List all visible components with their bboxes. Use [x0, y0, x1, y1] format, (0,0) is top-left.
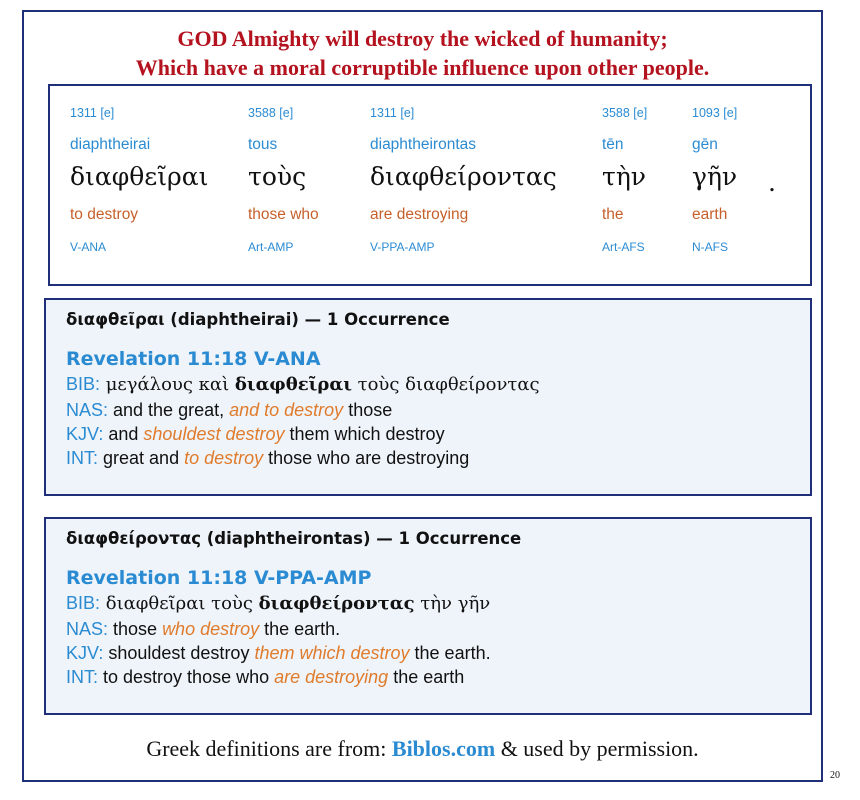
verse-reference-link[interactable]: Revelation 11:18 V-ANA — [66, 348, 321, 370]
nas-label: NAS: — [66, 619, 109, 639]
strongs-number[interactable]: 1311 [e] — [370, 106, 415, 120]
nas-text-after: those — [343, 400, 393, 420]
greek-word: γῆν — [692, 162, 738, 191]
strongs-number[interactable]: 1311 [e] — [70, 106, 115, 120]
kjv-text-after: them which destroy — [284, 424, 445, 444]
int-line — [66, 448, 469, 469]
attribution-footer — [24, 736, 821, 762]
greek-word: τὴν — [602, 162, 647, 191]
bib-text-after: τὴν γῆν — [414, 593, 491, 614]
morphology-code[interactable]: Art-AMP — [248, 240, 294, 254]
kjv-text-after: the earth. — [409, 643, 491, 663]
kjv-text-before: shouldest destroy — [103, 643, 255, 663]
transliteration: tous — [248, 136, 278, 153]
morphology-code[interactable]: N-AFS — [692, 240, 728, 254]
bib-text-before: μεγάλους καὶ — [100, 374, 235, 395]
occurrence-heading: διαφθείροντας (diaphtheirontas) — 1 Occurrence — [66, 529, 522, 548]
nas-text-before: and the great, — [108, 400, 230, 420]
int-highlight: are destroying — [274, 667, 389, 687]
kjv-line — [66, 643, 491, 664]
slide-frame — [22, 10, 823, 782]
english-gloss: to destroy — [70, 206, 139, 223]
transliteration: diaphtheirai — [70, 136, 151, 153]
english-gloss: those who — [248, 206, 319, 223]
greek-word: διαφθεῖραι — [70, 162, 209, 191]
bib-text-bold: διαφθεῖραι — [234, 374, 352, 395]
morphology-code[interactable]: V-ANA — [70, 240, 107, 254]
kjv-label: KJV: — [66, 424, 104, 444]
greek-word: διαφθείροντας — [370, 162, 557, 191]
occurrence-heading: διαφθεῖραι (diaphtheirai) — 1 Occurrence — [66, 310, 450, 329]
kjv-highlight: shouldest destroy — [143, 424, 285, 444]
kjv-highlight: them which destroy — [254, 643, 410, 663]
interlinear-panel — [48, 84, 812, 286]
bib-label: BIB: — [66, 593, 101, 613]
int-label: INT: — [66, 448, 99, 468]
nas-label: NAS: — [66, 400, 109, 420]
int-text-after: the earth — [388, 667, 465, 687]
occurrence-panel-diaphtheirontas — [44, 517, 812, 715]
morphology-code[interactable]: V-PPA-AMP — [370, 240, 435, 254]
english-gloss: the — [602, 206, 624, 223]
nas-line — [66, 400, 392, 421]
kjv-text-before: and — [103, 424, 144, 444]
nas-text-before: those — [108, 619, 163, 639]
verse-reference-link[interactable]: Revelation 11:18 V-PPA-AMP — [66, 567, 372, 589]
int-line — [66, 667, 464, 688]
transliteration: tēn — [602, 136, 624, 153]
nas-line — [66, 619, 340, 640]
bib-line — [66, 374, 540, 395]
bib-line — [66, 593, 490, 614]
strongs-number[interactable]: 1093 [e] — [692, 106, 738, 120]
footer-text-after: & used by permission. — [495, 736, 699, 761]
morphology-code[interactable]: Art-AFS — [602, 240, 645, 254]
occurrence-panel-diaphtheirai — [44, 298, 812, 496]
kjv-line — [66, 424, 445, 445]
nas-text-after: the earth. — [259, 619, 341, 639]
int-label: INT: — [66, 667, 99, 687]
int-highlight: to destroy — [184, 448, 264, 468]
int-text-before: to destroy those who — [98, 667, 275, 687]
kjv-label: KJV: — [66, 643, 104, 663]
bib-text-after: τοὺς διαφθείροντας — [351, 374, 540, 395]
transliteration: gēn — [692, 136, 718, 153]
int-text-before: great and — [98, 448, 185, 468]
english-gloss: earth — [692, 206, 728, 223]
footer-text-before: Greek definitions are from: — [146, 736, 392, 761]
nas-highlight: and to destroy — [229, 400, 344, 420]
slide-title — [24, 24, 821, 82]
nas-highlight: who destroy — [162, 619, 260, 639]
page-number: 20 — [830, 770, 840, 781]
strongs-number[interactable]: 3588 [e] — [602, 106, 648, 120]
bib-label: BIB: — [66, 374, 101, 394]
bib-text-before: διαφθεῖραι τοὺς — [100, 593, 259, 614]
title-line-2: Which have a moral corruptible influence upon other people. — [135, 55, 710, 80]
end-punctuation: . — [768, 168, 776, 197]
transliteration: diaphtheirontas — [370, 136, 476, 153]
bib-text-bold: διαφθείροντας — [258, 593, 415, 614]
int-text-after: those who are destroying — [263, 448, 470, 468]
title-line-1: GOD Almighty will destroy the wicked of humanity; — [177, 26, 668, 51]
strongs-number[interactable]: 3588 [e] — [248, 106, 294, 120]
english-gloss: are destroying — [370, 206, 469, 223]
greek-word: τοὺς — [248, 162, 307, 191]
biblos-link[interactable]: Biblos.com — [391, 736, 496, 761]
